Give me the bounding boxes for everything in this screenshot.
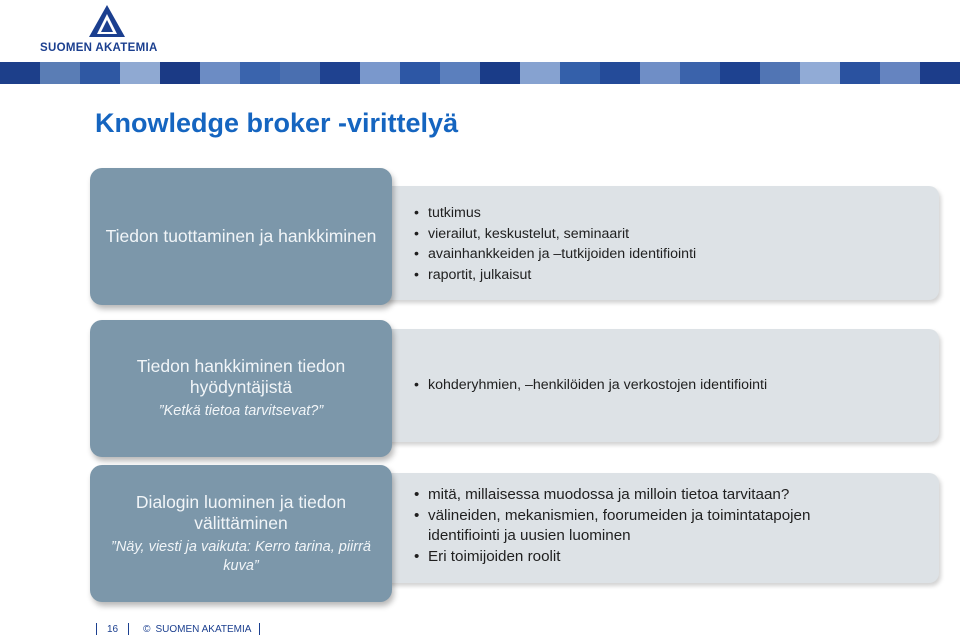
list-item: • Eri toimijoiden roolit — [414, 547, 884, 568]
footer-divider — [128, 623, 129, 635]
band-segment — [320, 62, 360, 84]
band-segment — [800, 62, 840, 84]
copyright-icon: © — [143, 623, 151, 635]
row-3-bullet-list — [414, 485, 884, 567]
footer-org: SUOMEN AKATEMIA — [155, 623, 252, 635]
row-3-heading-box — [90, 465, 392, 602]
list-item: • kohderyhmien, –henkilöiden ja verkostojen identifiointi — [414, 375, 767, 396]
band-segment — [720, 62, 760, 84]
row-1-details-panel — [378, 186, 939, 300]
list-item: • mitä, millaisessa muodossa ja milloin tietoa tarvitaan? — [414, 485, 884, 506]
row-2-heading: Tiedon hankkiminen tiedon hyödyntäjistä — [136, 356, 346, 397]
band-segment — [760, 62, 800, 84]
list-item: • tutkimus — [414, 203, 696, 224]
band-segment — [520, 62, 560, 84]
band-segment — [40, 62, 80, 84]
row-2-quote: ”Ketkä tietoa tarvitsevat?” — [158, 403, 324, 419]
band-segment — [680, 62, 720, 84]
band-segment — [0, 62, 40, 84]
band-segment — [200, 62, 240, 84]
row-1-bullet-list — [414, 203, 696, 285]
header-color-band — [0, 62, 960, 84]
footer-divider — [96, 623, 97, 635]
band-segment — [640, 62, 680, 84]
row-2-heading-box — [90, 320, 392, 457]
band-segment — [80, 62, 120, 84]
band-segment — [600, 62, 640, 84]
page-title: Knowledge broker -virittelyä — [95, 108, 459, 138]
row-1-heading: Tiedon tuottaminen ja hankkiminen — [105, 226, 377, 246]
logo-wordmark: SUOMEN AKATEMIA — [40, 42, 158, 54]
slide-footer — [96, 623, 260, 635]
triangle-logo-icon — [88, 4, 126, 38]
band-segment — [920, 62, 960, 84]
row-3-details-panel — [378, 473, 939, 583]
band-segment — [480, 62, 520, 84]
band-segment — [840, 62, 880, 84]
band-segment — [280, 62, 320, 84]
list-item: • avainhankkeiden ja –tutkijoiden identifiointi — [414, 244, 696, 265]
list-item: • raportit, julkaisut — [414, 265, 696, 286]
band-segment — [880, 62, 920, 84]
list-item: • vierailut, keskustelut, seminaarit — [414, 224, 696, 245]
band-segment — [440, 62, 480, 84]
row-1-heading-box — [90, 168, 392, 305]
footer-divider — [259, 623, 260, 635]
suomen-akatemia-logo — [40, 4, 180, 56]
row-3-heading: Dialogin luominen ja tiedon välittäminen — [135, 491, 347, 533]
band-segment — [400, 62, 440, 84]
band-segment — [240, 62, 280, 84]
row-3-quote: ”Näy, viesti ja vaikuta: Kerro tarina, piirrä kuva” — [110, 538, 372, 574]
band-segment — [160, 62, 200, 84]
row-2-details-panel — [378, 329, 939, 442]
list-item: • välineiden, mekanismien, foorumeiden ja toimintatapojen identifiointi ja uusien luominen — [414, 506, 884, 547]
band-segment — [360, 62, 400, 84]
band-segment — [120, 62, 160, 84]
row-2-bullet-list — [414, 375, 767, 396]
band-segment — [560, 62, 600, 84]
page-number: 16 — [107, 623, 119, 635]
